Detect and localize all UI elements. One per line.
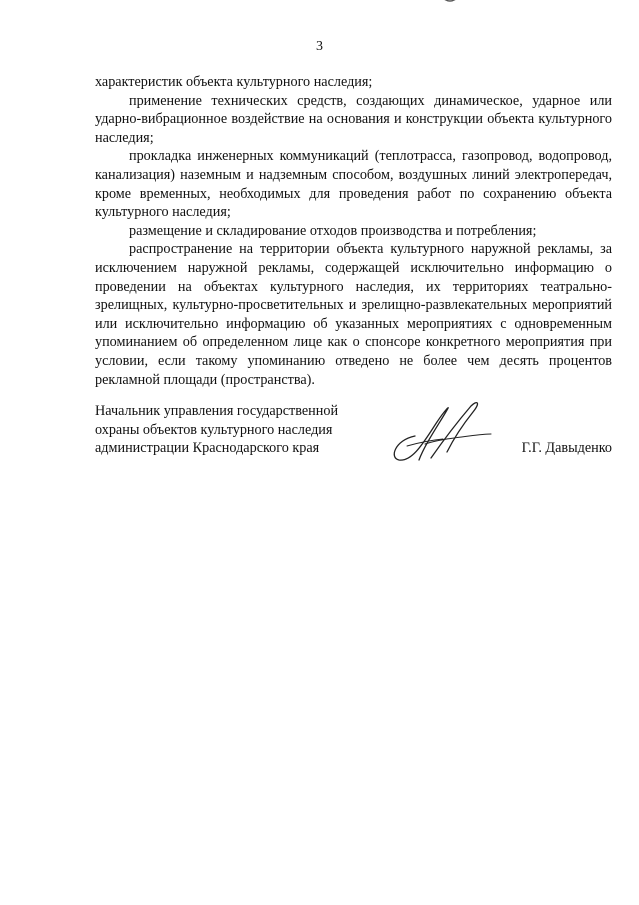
signature-block (95, 402, 612, 466)
paragraph: характеристик объекта культурного наследия; (95, 74, 373, 90)
signatory-position-line: охраны объектов культурного наследия (95, 421, 333, 438)
paragraph: размещение и складирование отходов производства и потребления; (129, 222, 537, 239)
handwritten-signature (385, 400, 495, 466)
signatory-position-line: администрации Краснодарского края (95, 440, 320, 457)
page-number: 3 (316, 39, 323, 54)
stamp-fragment-icon (437, 0, 463, 6)
signatory-name: Г.Г. Давыденко (521, 440, 612, 456)
paragraph: распространение на территории объекта культурного наружной рекламы, за исключением наружной рекламы, содержащей исключительно информацию о проведении на объектах культурного наследия, их территориях театрально-зрелищных, культурно-просветительных и зрелищно-развлекательных мероприятий или исключительно информацию об указанных мероприятиях с одновременным упоминанием об определенном лице как о спонсоре конкретного мероприятия при условии, если такому упоминанию отведено не более чем десять процентов рекламной площади (пространства). (95, 241, 612, 388)
paragraph: прокладка инженерных коммуникаций (теплотрасса, газопровод, водопровод, канализация) наземным и надземным способом, воздушных линий электропередач, кроме временных, необходимых для проведения работ по сохранению объекта культурного наследия; (95, 148, 612, 221)
signatory-position (95, 402, 375, 458)
paragraph: применение технических средств, создающих динамическое, ударное или ударно-вибрационное воздействие на основания и конструкции объекта культурного наследия; (95, 92, 612, 146)
signatory-position-line: Начальник управления государственной (95, 403, 339, 419)
document-body (95, 73, 612, 389)
